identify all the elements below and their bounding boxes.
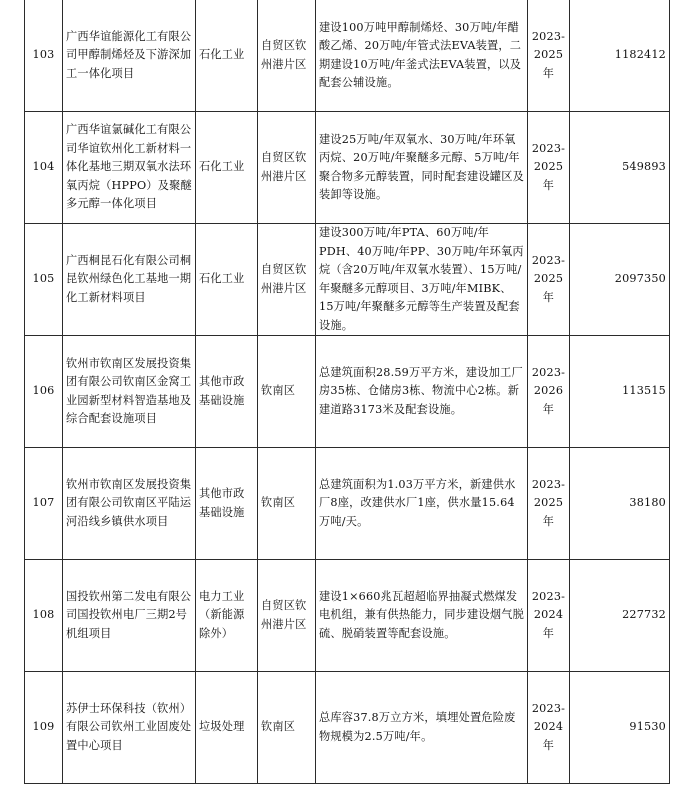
row-number: 108 [25, 560, 63, 672]
total-investment: 227732 [570, 560, 670, 672]
row-number: 105 [25, 224, 63, 336]
row-number: 104 [25, 112, 63, 224]
table-row [25, 448, 670, 560]
construction-period: 2023-2026年 [528, 336, 570, 448]
industry: 其他市政基础设施 [196, 448, 258, 560]
total-investment: 549893 [570, 112, 670, 224]
location: 自贸区钦州港片区 [258, 560, 316, 672]
location: 钦南区 [258, 336, 316, 448]
industry: 垃圾处理 [196, 672, 258, 784]
construction-period: 2023-2025年 [528, 224, 570, 336]
industry: 石化工业 [196, 112, 258, 224]
construction-period: 2023-2025年 [528, 0, 570, 112]
construction-period: 2023-2025年 [528, 448, 570, 560]
construction-content: 总库容37.8万立方米，填埋处置危险废物规模为2.5万吨/年。 [316, 672, 528, 784]
construction-content: 建设25万吨/年双氧水、30万吨/年环氧丙烷、20万吨/年聚醚多元醇、5万吨/年聚合物多元醇装置，同时配套建设罐区及装卸等设施。 [316, 112, 528, 224]
row-number: 106 [25, 336, 63, 448]
location: 钦南区 [258, 448, 316, 560]
project-name: 广西华谊氯碱化工有限公司华谊钦州化工新材料一体化基地三期双氧水法环氧丙烷（HPPO）及聚醚多元醇一体化项目 [63, 112, 196, 224]
project-name: 钦州市钦南区发展投资集团有限公司钦南区平陆运河沿线乡镇供水项目 [63, 448, 196, 560]
construction-period: 2023-2024年 [528, 672, 570, 784]
project-name: 钦州市钦南区发展投资集团有限公司钦南区金窝工业园新型材料智造基地及综合配套设施项目 [63, 336, 196, 448]
location: 钦南区 [258, 672, 316, 784]
location: 自贸区钦州港片区 [258, 224, 316, 336]
industry: 石化工业 [196, 224, 258, 336]
industry: 电力工业（新能源除外） [196, 560, 258, 672]
project-name: 国投钦州第二发电有限公司国投钦州电厂三期2号机组项目 [63, 560, 196, 672]
row-number: 109 [25, 672, 63, 784]
project-name: 广西华谊能源化工有限公司甲醇制烯烃及下游深加工一体化项目 [63, 0, 196, 112]
industry: 其他市政基础设施 [196, 336, 258, 448]
table-row [25, 224, 670, 336]
construction-content: 总建筑面积28.59万平方米，建设加工厂房35栋、仓储房3栋、物流中心2栋。新建道路3173米及配套设施。 [316, 336, 528, 448]
construction-period: 2023-2025年 [528, 112, 570, 224]
project-name: 广西桐昆石化有限公司桐昆钦州绿色化工基地一期化工新材料项目 [63, 224, 196, 336]
location: 自贸区钦州港片区 [258, 0, 316, 112]
total-investment: 91530 [570, 672, 670, 784]
construction-content: 建设1×660兆瓦超超临界抽凝式燃煤发电机组，兼有供热能力，同步建设烟气脱硫、脱硝装置等配套设施。 [316, 560, 528, 672]
total-investment: 113515 [570, 336, 670, 448]
location: 自贸区钦州港片区 [258, 112, 316, 224]
table-row [25, 112, 670, 224]
total-investment: 38180 [570, 448, 670, 560]
total-investment: 2097350 [570, 224, 670, 336]
construction-content: 建设100万吨甲醇制烯烃、30万吨/年醋酸乙烯、20万吨/年管式法EVA装置，二期建设10万吨/年釜式法EVA装置，以及配套公辅设施。 [316, 0, 528, 112]
project-table [24, 0, 670, 784]
table-row [25, 672, 670, 784]
row-number: 107 [25, 448, 63, 560]
total-investment: 1182412 [570, 0, 670, 112]
table-row [25, 336, 670, 448]
project-name: 苏伊士环保科技（钦州）有限公司钦州工业固废处置中心项目 [63, 672, 196, 784]
construction-content: 总建筑面积为1.03万平方米，新建供水厂8座，改建供水厂1座，供水量15.64万吨/天。 [316, 448, 528, 560]
construction-content: 建设300万吨/年PTA、60万吨/年PDH、40万吨/年PP、30万吨/年环氧丙烷（含20万吨/年双氧水装置）、15万吨/年聚醚多元醇项目、3万吨/年MIBK、15万吨/年聚醚多元醇等生产装置及配套设施。 [316, 224, 528, 336]
row-number: 103 [25, 0, 63, 112]
table-row [25, 560, 670, 672]
construction-period: 2023-2024年 [528, 560, 570, 672]
industry: 石化工业 [196, 0, 258, 112]
table-row [25, 0, 670, 112]
